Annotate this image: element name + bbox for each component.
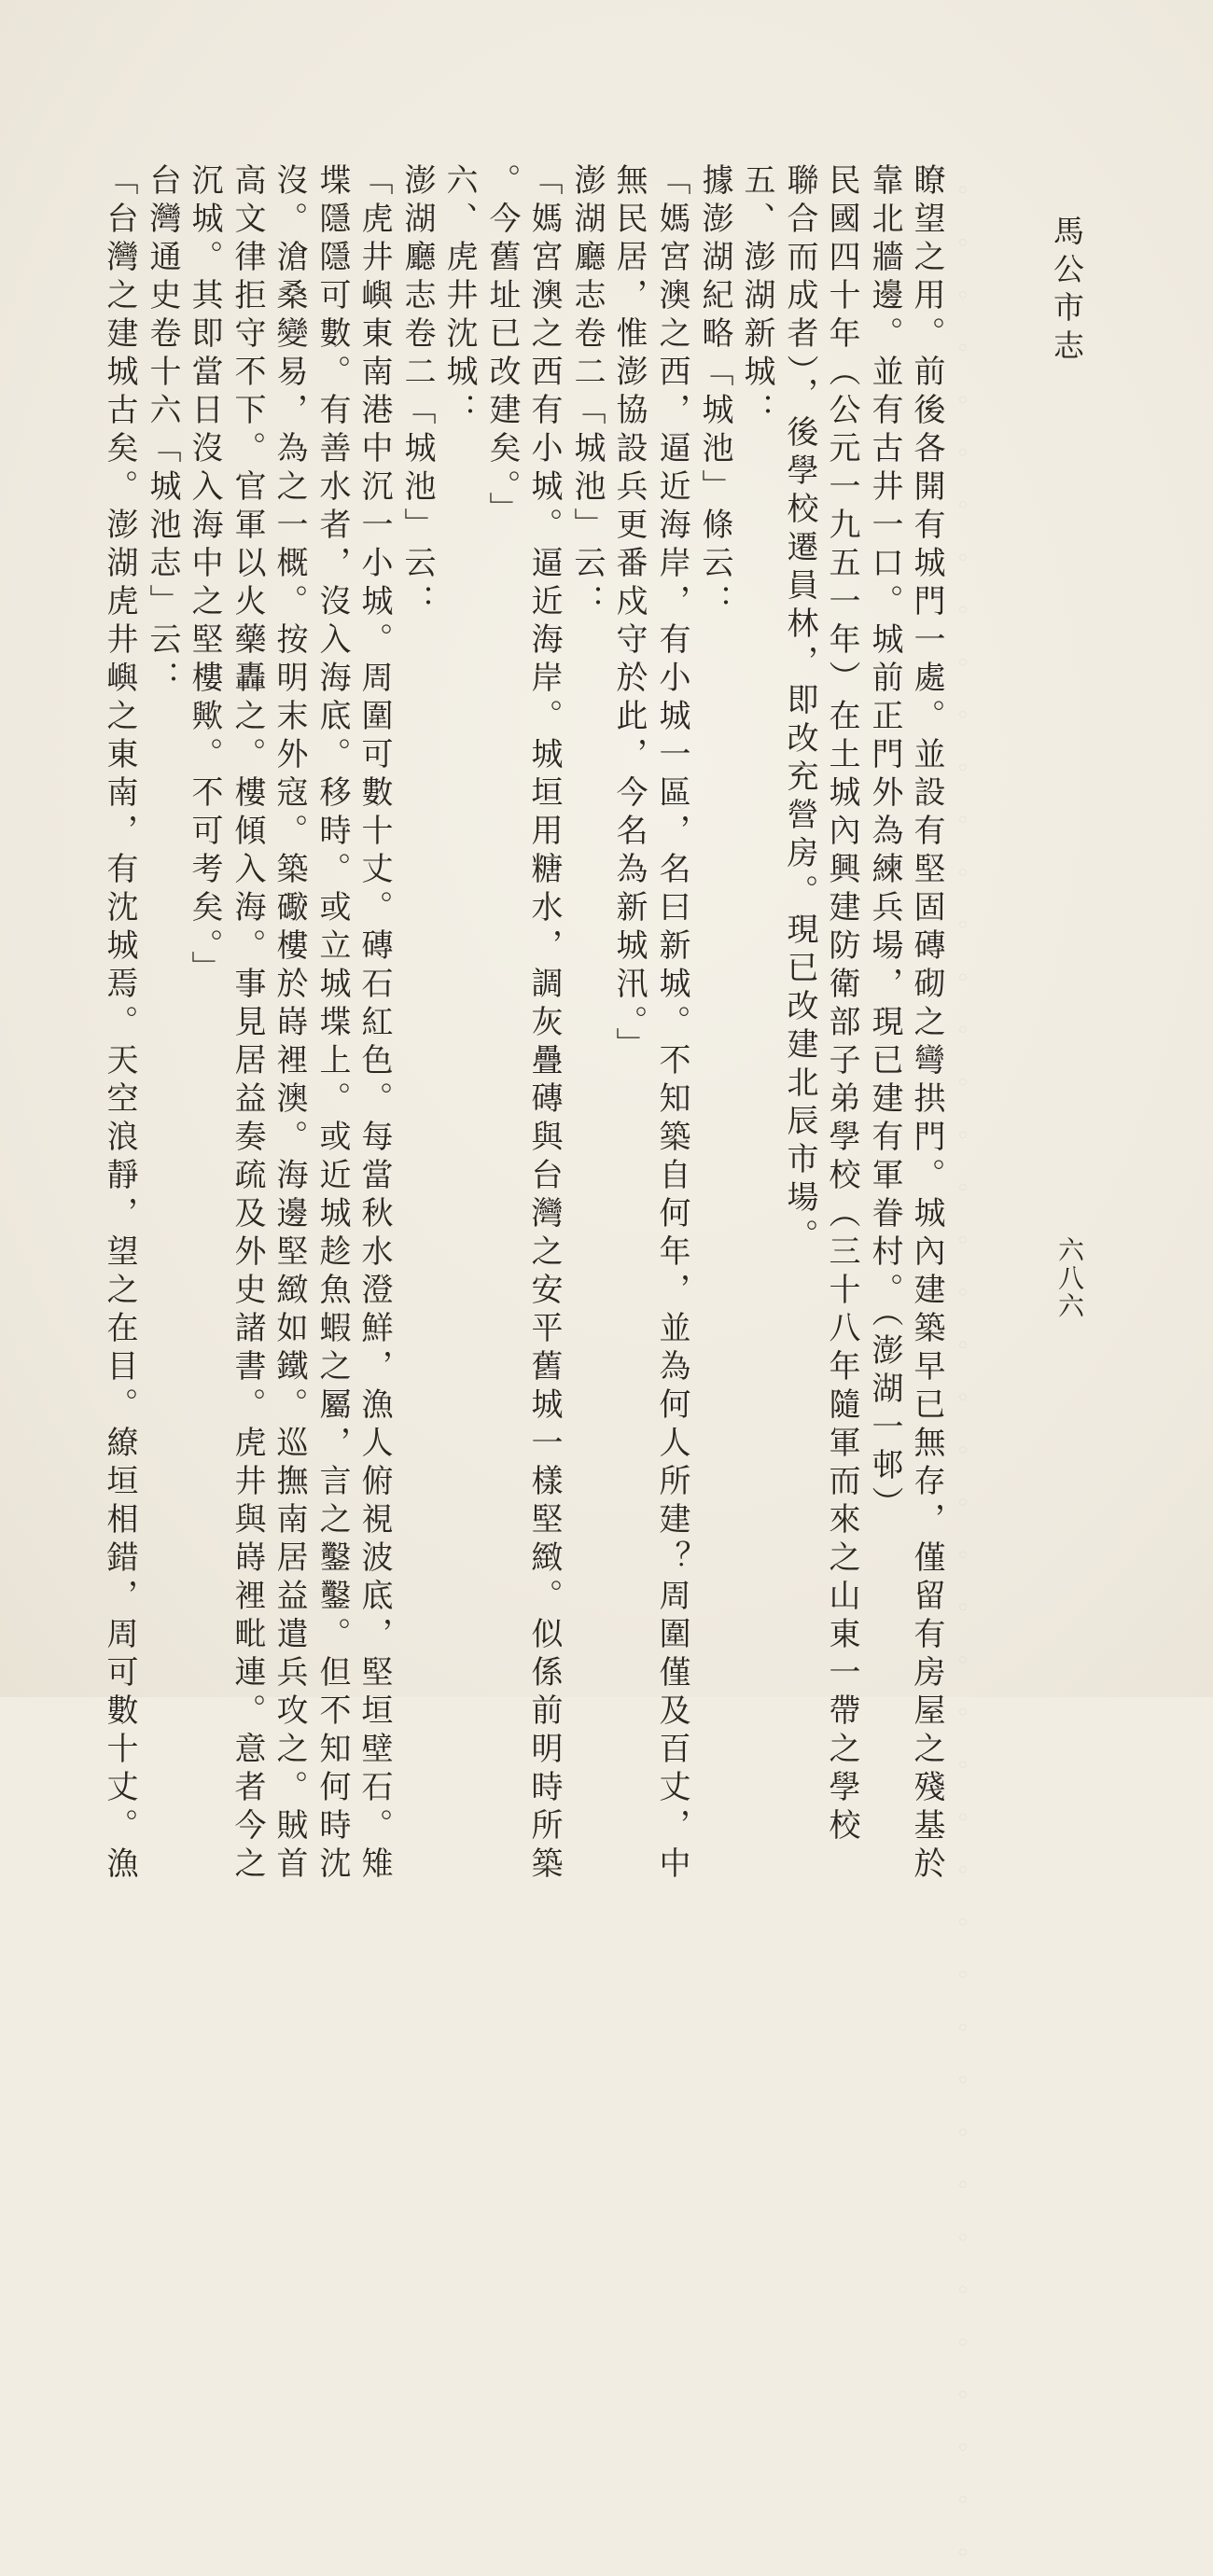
- text-column: 堞隱隱可數。有善水者，沒入海底。移時。或立城堞上。或近城趁魚蝦之屬，言之鑿鑿。但不知何時沈: [314, 163, 351, 1885]
- text-column: 高文律拒守不下。官軍以火藥轟之。樓傾入海。事見居益奏疏及外史諸書。虎井與嵵裡毗連。意者今之: [229, 163, 266, 1885]
- text-column: 「台灣之建城古矣。澎湖虎井嶼之東南，有沈城焉。天空浪靜，望之在目。繚垣相錯，周可數十丈。漁: [101, 163, 138, 1885]
- text-column: 沒。滄桑變易，為之一概。按明末外寇。築礮樓於嵵裡澳。海邊堅緻如鐵。巡撫南居益遣兵攻之。賊首: [271, 163, 308, 1885]
- text-column: 靠北牆邊。並有古井一口。城前正門外為練兵場，現已建有軍眷村。（澎湖一邨）: [866, 163, 903, 1525]
- text-column: 據澎湖紀略「城池」條云：: [696, 163, 733, 622]
- text-column: 「媽宮澳之西，逼近海岸，有小城一區，名曰新城。不知築自何年，並為何人所建？周圍僅及百丈，中: [653, 163, 690, 1885]
- text-column: 沉城。其即當日沒入海中之堅樓歟。不可考矣。」: [186, 163, 223, 989]
- text-column: 澎湖廳志卷二「城池」云：: [568, 163, 606, 622]
- text-column: 五、澎湖新城：: [738, 163, 775, 431]
- text-column: 無民居，惟澎協設兵更番戍守於此，今名為新城汛。」: [610, 163, 648, 1065]
- text-column: 「媽宮澳之西有小城。逼近海岸。城垣用糖水，調灰疊磚與台灣之安平舊城一樣堅緻。似係前明時所築: [525, 163, 563, 1885]
- bleed-through-text: ◦ ◦ ◦ ◦ ◦ ◦ ◦ ◦ ◦ ◦ ◦ ◦ ◦ ◦ ◦ ◦ ◦ ◦ ◦ ◦ ◦ ◦ ◦ ◦ ◦ ◦ ◦ ◦ ◦ ◦ ◦ ◦ ◦ ◦ ◦ ◦ ◦ ◦ ◦ ◦ ◦ ◦ ◦ ◦ ◦ ◦: [949, 177, 977, 2576]
- text-column: 六、虎井沈城：: [440, 163, 478, 431]
- text-column: 。今舊址已改建矣。」: [483, 163, 521, 530]
- text-column: 瞭望之用。前後各開有城門一處。並設有堅固磚砌之彎拱門。城內建築早已無存，僅留有房屋之殘基於: [908, 163, 945, 1885]
- text-column: 澎湖廳志卷二「城池」云：: [398, 163, 436, 622]
- page-number: 六八六: [1054, 1236, 1085, 1320]
- text-column: 「虎井嶼東南港中沉一小城。周圍可數十丈。磚石紅色。每當秋水澄鮮，漁人俯視波底，堅垣壁石。雉: [356, 163, 393, 1885]
- book-title: 馬公市志: [1049, 215, 1085, 368]
- text-column: 聯合而成者），後學校遷員林，即改充營房。現已改建北辰市場。: [781, 163, 818, 1257]
- text-column: 民國四十年（公元一九五一年）在土城內興建防衛部子弟學校（三十八年隨軍而來之山東一帶之學校: [823, 163, 860, 1846]
- text-column: 台灣通史卷十六「城池志」云：: [144, 163, 181, 699]
